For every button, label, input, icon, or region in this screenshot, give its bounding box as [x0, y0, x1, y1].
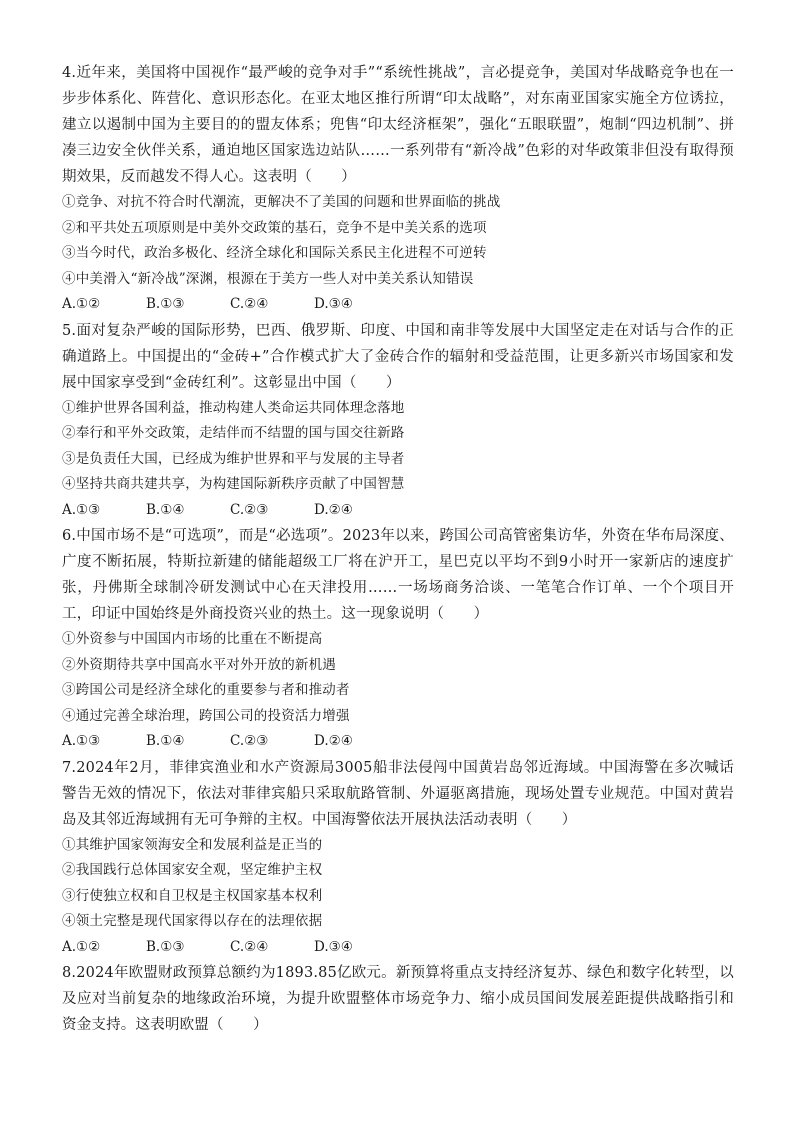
option-1: ①其维护国家领海安全和发展利益是正当的 — [62, 836, 323, 853]
option-1: ①竞争、对抗不符合时代潮流，更解决不了美国的问题和世界面临的挑战 — [62, 194, 501, 210]
answer-b: B.①④ — [146, 501, 185, 518]
option-2: ②奉行和平外交政策，走结伴而不结盟的国与国交往新路 — [62, 425, 405, 441]
answer-d: D.②④ — [314, 733, 353, 749]
option-2: ②我国践行总体国家安全观，坚定维护主权 — [62, 862, 323, 878]
answer-choices — [62, 498, 734, 524]
answer-a: A.①③ — [62, 501, 101, 518]
answer-c: C.②③ — [230, 501, 269, 518]
option-2: ②外资期待共享中国高水平对外开放的新机遇 — [62, 656, 336, 673]
answer-c: C.②③ — [230, 733, 269, 749]
question-8 — [62, 960, 734, 1038]
option-4: ④领土完整是现代国家得以存在的法理依据 — [62, 913, 323, 929]
option-4: ④坚持共商共建共享，为构建国际新秩序贡献了中国智慧 — [62, 476, 405, 492]
option-3: ③是负责任大国，已经成为维护世界和平与发展的主导者 — [62, 450, 405, 467]
answer-c: C.②④ — [230, 938, 269, 955]
option-4: ④通过完善全球治理，跨国公司的投资活力增强 — [62, 707, 350, 724]
option-3: ③行使独立权和自卫权是主权国家基本权利 — [62, 887, 323, 904]
option-3: ③当今时代，政治多极化、经济全球化和国际关系民主化进程不可逆转 — [62, 245, 487, 261]
answer-choices — [62, 292, 734, 318]
option-3: ③跨国公司是经济全球化的重要参与者和推动者 — [62, 682, 350, 698]
option-1: ①外资参与中国国内市场的比重在不断提高 — [62, 631, 323, 647]
answer-d: D.③④ — [314, 296, 353, 312]
answer-a: A.①② — [62, 296, 101, 312]
answer-b: B.①④ — [146, 733, 185, 749]
answer-c: C.②④ — [230, 296, 269, 312]
question-stem: 8.2024年欧盟财政预算总额约为1893.85亿欧元。新预算将重点支持经济复苏、绿色和数字化转型，以及应对当前复杂的地缘政治环境，为提升欧盟整体市场竞争力、缩小成员国间发展差距提供战略指引和资金支持。这表明欧盟（ ） — [62, 965, 734, 1033]
answer-d: D.②④ — [314, 501, 353, 518]
question-stem: 5.面对复杂严峻的国际形势，巴西、俄罗斯、印度、中国和南非等发展中大国坚定走在对话与合作的正确道路上。中国提出的“金砖+”合作模式扩大了金砖合作的辐射和受益范围，让更多新兴市场国家和发展中国家享受到“金砖红利”。这彰显出中国（ ） — [62, 322, 734, 391]
answer-d: D.③④ — [314, 938, 353, 955]
answer-b: B.①③ — [146, 938, 185, 955]
question-stem: 4.近年来，美国将中国视作“最严峻的竞争对手”“系统性挑战”，言必提竞争，美国对华战略竞争也在一步步体系化、阵营化、意识形态化。在亚太地区推行所谓“印太战略”，对东南亚国家实施全方位诱拉，建立以遏制中国为主要目的的盟友体系；兜售“印太经济框架”，强化“五眼联盟”，炮制“四边机制”、拼凑三边安全伙伴关系，通迫地区国家选边站队……一系列带有“新冷战”色彩的对华政策非但没有取得预期效果，反而越发不得人心。这表明（ ） — [62, 65, 734, 185]
answer-choices — [62, 729, 734, 755]
question-6 — [62, 523, 734, 755]
question-5 — [62, 318, 734, 524]
answer-a: A.①③ — [62, 733, 101, 749]
option-2: ②和平共处五项原则是中美外交政策的基石，竞争不是中美关系的选项 — [62, 219, 487, 236]
question-stem: 7.2024年2月，菲律宾渔业和水产资源局3005船非法侵闯中国黄岩岛邻近海域。中国海警在多次喊话警告无效的情况下，依法对菲律宾船只采取航路管制、外逼驱离措施，现场处置专业规范。中国对黄岩岛及其邻近海域拥有无可争辩的主权。中国海警依法开展执法活动表明（ ） — [62, 759, 734, 828]
question-7 — [62, 755, 734, 961]
question-stem: 6.中国市场不是“可选项”，而是“必选项”。2023年以来，跨国公司高管密集访华，外资在华布局深度、广度不断拓展，特斯拉新建的储能超级工厂将在沪开工，星巴克以平均不到9小时开一家新店的速度扩张，丹佛斯全球制冷研发测试中心在天津投用……一场场商务洽谈、一笔笔合作订单、一个个项目开工，印证中国始终是外商投资兴业的热土。这一现象说明（ ） — [62, 528, 734, 622]
option-1: ①维护世界各国利益，推动构建人类命运共同体理念落地 — [62, 399, 405, 416]
answer-choices — [62, 935, 734, 961]
answer-a: A.①② — [62, 938, 101, 955]
answer-b: B.①③ — [146, 296, 185, 312]
option-4: ④中美滑入“新冷战”深渊，根源在于美方一些人对中美关系认知错误 — [62, 270, 474, 287]
exam-page — [62, 60, 734, 1038]
question-4 — [62, 60, 734, 318]
